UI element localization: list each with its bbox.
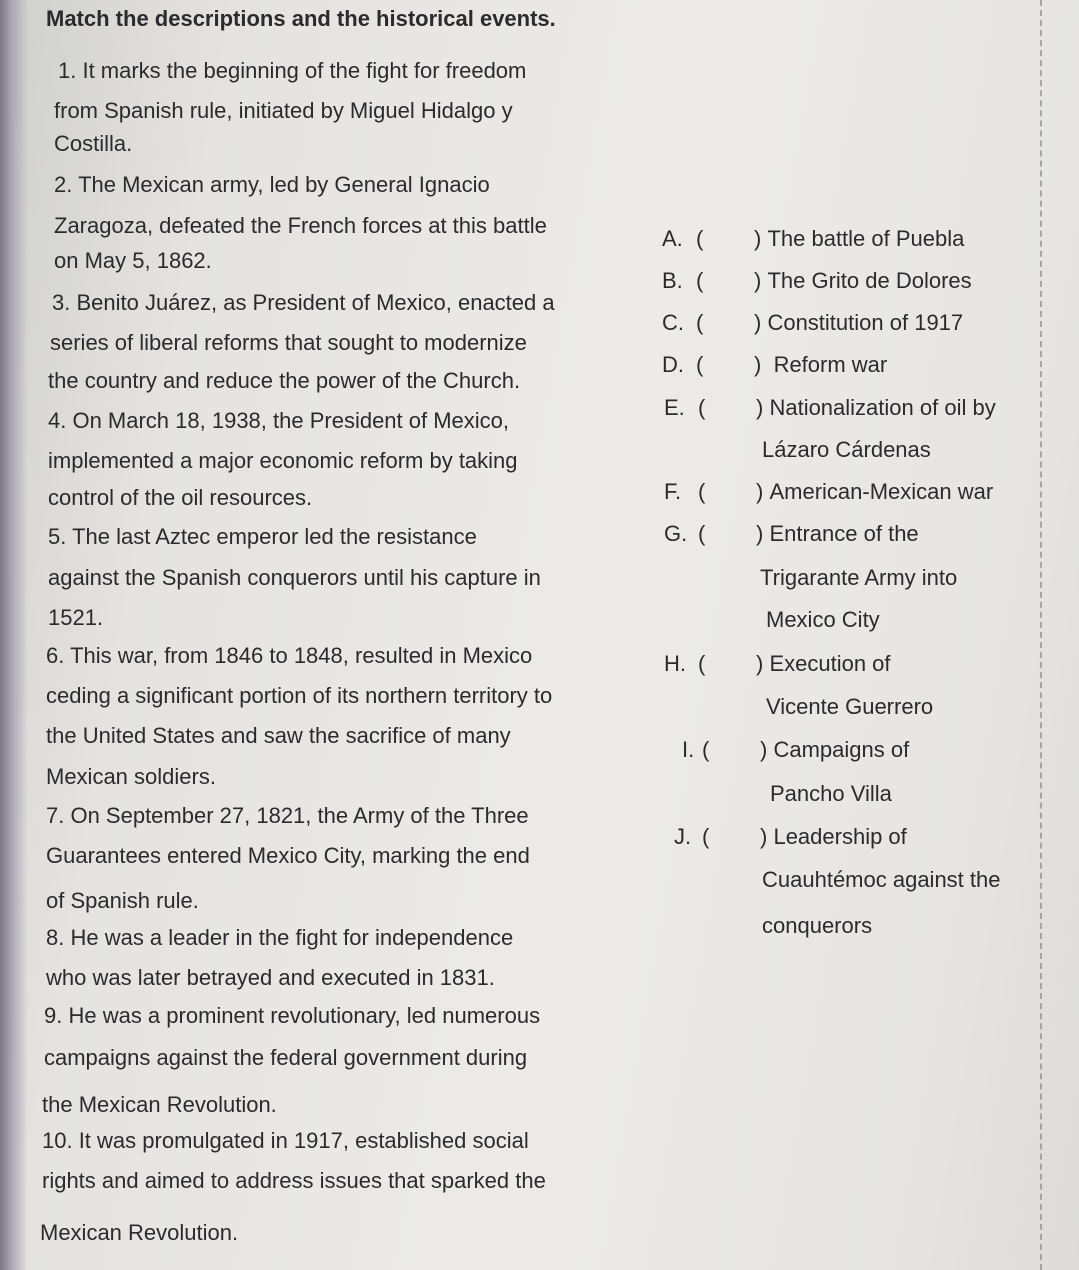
description-10-line-2: rights and aimed to address issues that sparked the <box>42 1168 546 1193</box>
option-f-open-paren: ( <box>698 479 706 504</box>
option-c-letter: C. <box>662 310 684 335</box>
option-a-label: The battle of Puebla <box>767 226 965 251</box>
option-g-label-line-1: Entrance of the <box>769 521 919 546</box>
option-b-open-paren: ( <box>696 268 704 293</box>
option-j <box>674 824 907 850</box>
option-b-letter: B. <box>662 268 683 293</box>
option-e <box>664 395 996 421</box>
option-c-close-paren: ) <box>754 310 762 335</box>
option-e-letter: E. <box>664 395 685 420</box>
description-2-line-2: Zaragoza, defeated the French forces at this battle <box>54 213 547 238</box>
description-1-line-2: from Spanish rule, initiated by Miguel Hidalgo y <box>54 98 513 123</box>
option-g-close-paren: ) <box>756 521 764 546</box>
option-j-letter: J. <box>674 824 692 849</box>
description-2-line-1: 2. The Mexican army, led by General Ignacio <box>54 172 490 197</box>
description-4-line-2: implemented a major economic reform by taking <box>48 448 518 473</box>
description-9-line-2: campaigns against the federal government during <box>44 1045 528 1070</box>
description-8-line-2: who was later betrayed and executed in 1831. <box>46 965 495 990</box>
option-i-label-line-1: Campaigns of <box>773 737 910 762</box>
option-a-letter: A. <box>662 226 683 251</box>
option-g-letter: G. <box>664 521 688 546</box>
option-e-open-paren: ( <box>698 395 706 420</box>
description-9-line-1: 9. He was a prominent revolutionary, led numerous <box>44 1003 541 1028</box>
description-1-line-3: Costilla. <box>54 131 133 156</box>
option-i-open-paren: ( <box>702 737 710 762</box>
option-h <box>664 651 891 677</box>
description-7-line-1: 7. On September 27, 1821, the Army of the Three <box>46 803 529 828</box>
option-g-open-paren: ( <box>698 521 706 546</box>
description-7-line-2: Guarantees entered Mexico City, marking the end <box>46 843 530 868</box>
description-4-line-3: control of the oil resources. <box>48 485 313 510</box>
description-3-line-3: the country and reduce the power of the Church. <box>48 368 521 393</box>
description-1-line-1: 1. It marks the beginning of the fight for freedom <box>58 58 527 83</box>
option-d-close-paren: ) <box>754 352 762 377</box>
description-3-line-1: 3. Benito Juárez, as President of Mexico, enacted a <box>52 290 555 315</box>
description-6-line-2: ceding a significant portion of its northern territory to <box>46 683 553 708</box>
option-j-label-line-2: Cuauhtémoc against the <box>762 867 1001 892</box>
dashed-cut-line <box>1040 0 1042 1270</box>
description-8-line-1: 8. He was a leader in the fight for independence <box>46 925 514 950</box>
option-b-label: The Grito de Dolores <box>767 268 972 293</box>
option-h-label-line-2: Vicente Guerrero <box>766 694 934 719</box>
description-6-line-1: 6. This war, from 1846 to 1848, resulted in Mexico <box>46 643 533 668</box>
option-j-open-paren: ( <box>702 824 710 849</box>
description-5-line-1: 5. The last Aztec emperor led the resistance <box>48 524 477 549</box>
description-5-line-2: against the Spanish conquerors until his capture in <box>48 565 541 590</box>
option-h-label-line-1: Execution of <box>769 651 891 676</box>
option-i-letter: I. <box>682 737 695 762</box>
option-j-label-line-3: conquerors <box>762 913 873 938</box>
option-a-open-paren: ( <box>696 226 704 251</box>
option-e-close-paren: ) <box>756 395 764 420</box>
description-2-line-3: on May 5, 1862. <box>54 248 212 273</box>
option-d-letter: D. <box>662 352 684 377</box>
option-c-label: Constitution of 1917 <box>767 310 964 335</box>
description-6-line-3: the United States and saw the sacrifice of many <box>46 723 511 748</box>
option-j-close-paren: ) <box>760 824 768 849</box>
option-e-label-line-1: Nationalization of oil by <box>769 395 996 420</box>
option-f-letter: F. <box>664 479 682 504</box>
option-g-label-line-2: Trigarante Army into <box>760 565 958 590</box>
option-a-close-paren: ) <box>754 226 762 251</box>
description-6-line-4: Mexican soldiers. <box>46 764 216 789</box>
option-b-close-paren: ) <box>754 268 762 293</box>
option-e-label-line-2: Lázaro Cárdenas <box>762 437 931 462</box>
option-i-close-paren: ) <box>760 737 768 762</box>
option-h-letter: H. <box>664 651 686 676</box>
option-c <box>662 310 963 336</box>
option-a <box>662 226 964 252</box>
description-4-line-1: 4. On March 18, 1938, the President of Mexico, <box>48 408 510 433</box>
option-f-label: American-Mexican war <box>769 479 994 504</box>
description-7-line-3: of Spanish rule. <box>46 888 199 913</box>
page-left-edge <box>0 0 28 1270</box>
description-10-line-1: 10. It was promulgated in 1917, established social <box>42 1128 529 1153</box>
option-c-open-paren: ( <box>696 310 704 335</box>
option-j-label-line-1: Leadership of <box>773 824 907 849</box>
worksheet-title: Match the descriptions and the historical events. <box>46 6 556 31</box>
description-3-line-2: series of liberal reforms that sought to modernize <box>50 330 527 355</box>
option-g <box>664 521 919 547</box>
option-b <box>662 268 972 294</box>
description-10-line-3: Mexican Revolution. <box>40 1220 239 1245</box>
option-h-close-paren: ) <box>756 651 764 676</box>
option-i-label-line-2: Pancho Villa <box>770 781 892 806</box>
option-d-label: Reform war <box>773 352 888 377</box>
option-d <box>662 352 887 378</box>
description-9-line-3: the Mexican Revolution. <box>42 1092 277 1117</box>
option-f-close-paren: ) <box>756 479 764 504</box>
option-h-open-paren: ( <box>698 651 706 676</box>
option-d-open-paren: ( <box>696 352 704 377</box>
option-i <box>682 737 909 763</box>
option-g-label-line-3: Mexico City <box>766 607 880 632</box>
description-5-line-3: 1521. <box>48 605 104 630</box>
option-f <box>664 479 993 505</box>
